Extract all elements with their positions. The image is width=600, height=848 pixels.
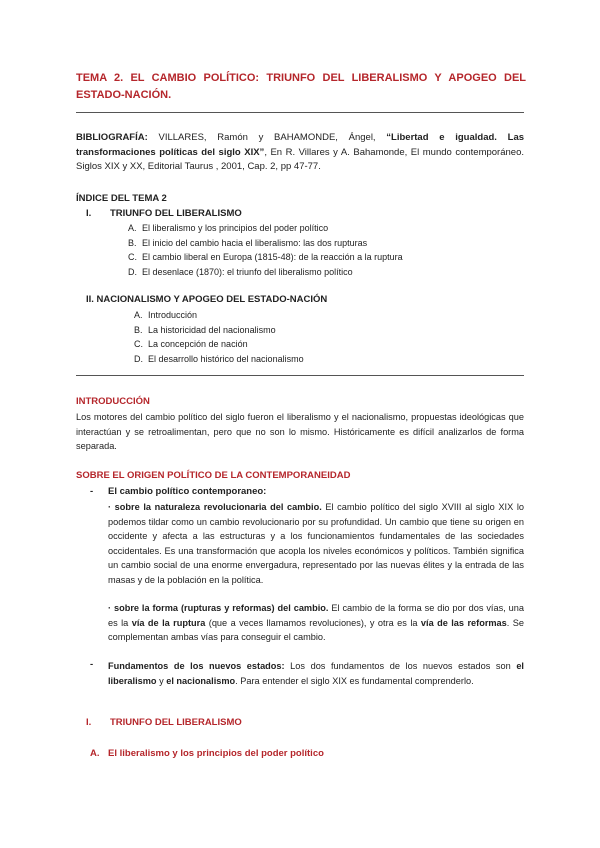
fundamentos-text3: . Para entender el siglo XIX es fundamental comprenderlo. <box>235 675 474 686</box>
dash-marker: - <box>90 486 94 497</box>
list-marker: C. <box>134 339 143 349</box>
fundamentos-paragraph <box>108 659 524 688</box>
bibliography-authors: VILLARES, Ramón y BAHAMONDE, Ángel, <box>158 132 376 143</box>
index-section1-marker: I. <box>86 208 92 219</box>
form-text2: (que a veces llamamos revoluciones), y otra es la <box>205 617 421 628</box>
fundamentos-text1: Los dos fundamentos de los nuevos estados son <box>284 661 517 671</box>
list-text: La historicidad del nacionalismo <box>148 324 276 335</box>
bibliography-label: BIBLIOGRAFÍA: <box>76 132 148 143</box>
fundamentos-bold2: el liberalismo <box>108 661 524 686</box>
form-bold: · sobre la forma (rupturas y reformas) del cambio. <box>108 603 329 613</box>
index-section1-label: TRIUNFO DEL LIBERALISMO <box>110 208 242 219</box>
origin-heading: SOBRE EL ORIGEN POLÍTICO DE LA CONTEMPORANEIDAD <box>76 470 351 481</box>
list-item <box>128 221 403 236</box>
list-marker: A. <box>128 223 137 233</box>
nature-bold: · sobre la naturaleza revolucionaria del cambio. <box>108 502 322 512</box>
index-title: ÍNDICE DEL TEMA 2 <box>76 193 167 204</box>
list-text: El cambio liberal en Europa (1815-48): de la reacción a la ruptura <box>142 252 403 262</box>
list-marker: B. <box>134 324 143 335</box>
list-text: El inicio del cambio hacia el liberalismo: las dos rupturas <box>142 237 368 248</box>
form-text1: El cambio de la forma se dio por dos vías, una es la <box>108 603 524 628</box>
list-marker: C. <box>128 252 137 262</box>
index-section2-label: II. NACIONALISMO Y APOGEO DEL ESTADO-NACIÓN <box>86 294 328 305</box>
form-bold3: vía de las reformas <box>420 617 507 628</box>
form-text3: . Se complementan ambas vías para conseguir el cambio. <box>108 617 525 642</box>
bibliography <box>76 131 524 175</box>
divider <box>76 375 524 376</box>
nature-text: El cambio político del siglo XVIII al siglo XIX lo podemos tildar como un cambio revolucionario por su profundidad. Un cambio que tiene su origen en occidente y afecta a las estructuras y a los funcionamientos fundamentales de las sociedades occidentales. Es una transformación que acopla los niveles económicos y políticos. También significa un cambio social de una enorme envergadura, representado por las nuevas élites y la entrada de las masas y de la población en la política. <box>108 502 524 585</box>
dash-marker: - <box>90 659 94 670</box>
list-marker: A. <box>134 310 143 320</box>
index-section2-list <box>134 308 304 366</box>
list-text: El liberalismo y los principios del poder político <box>142 223 329 233</box>
page-title: TEMA 2. EL CAMBIO POLÍTICO: TRIUNFO DEL LIBERALISMO Y APOGEO DEL ESTADO-NACIÓN. <box>76 72 526 101</box>
list-item <box>128 236 403 251</box>
list-item <box>134 337 304 352</box>
bibliography-work-title: “Libertad e igualdad. Las transformaciones políticas del siglo XIX” <box>76 132 525 158</box>
section-one-sub-marker: A. <box>90 748 100 759</box>
intro-paragraph: Los motores del cambio político del siglo fueron el liberalismo y el nacionalismo, propuestas ideológicas que interactúan y se retroalimentan, pero que no son lo mismo. Históricamente es difícil analizarlos de forma separada. <box>76 412 524 451</box>
index-section1-list <box>128 221 403 279</box>
list-text: Introducción <box>148 310 198 320</box>
fundamentos-text2: y <box>156 675 167 686</box>
list-text: El desarrollo histórico del nacionalismo <box>148 353 304 364</box>
list-item <box>134 323 304 338</box>
list-item <box>134 352 304 367</box>
section-one-label: TRIUNFO DEL LIBERALISMO <box>110 717 242 728</box>
form-bold2: vía de la ruptura <box>131 617 206 628</box>
list-item <box>128 250 403 265</box>
list-marker: D. <box>134 353 143 364</box>
list-item <box>134 308 304 323</box>
list-item <box>128 265 403 280</box>
bibliography-rest: , En R. Villares y A. Bahamonde, El mundo contemporáneo. Siglos XIX y XX, Editorial Taurus , 2001, Cap. 2, pp 47-77. <box>76 146 524 172</box>
list-text: La concepción de nación <box>148 339 248 349</box>
form-paragraph <box>108 601 524 645</box>
fundamentos-bold3: el nacionalismo <box>166 675 236 686</box>
list-text: El desenlace (1870): el triunfo del liberalismo político <box>142 266 353 277</box>
section-one-sub-label: El liberalismo y los principios del poder político <box>108 748 324 759</box>
section-one-marker: I. <box>86 717 92 728</box>
intro-heading: INTRODUCCIÓN <box>76 396 150 407</box>
list-marker: B. <box>128 237 137 248</box>
divider <box>76 112 524 113</box>
list-marker: D. <box>128 266 137 277</box>
nature-paragraph <box>108 500 524 587</box>
origin-sub1-title: El cambio político contemporaneo: <box>108 486 267 497</box>
fundamentos-bold: Fundamentos de los nuevos estados: <box>108 661 285 671</box>
